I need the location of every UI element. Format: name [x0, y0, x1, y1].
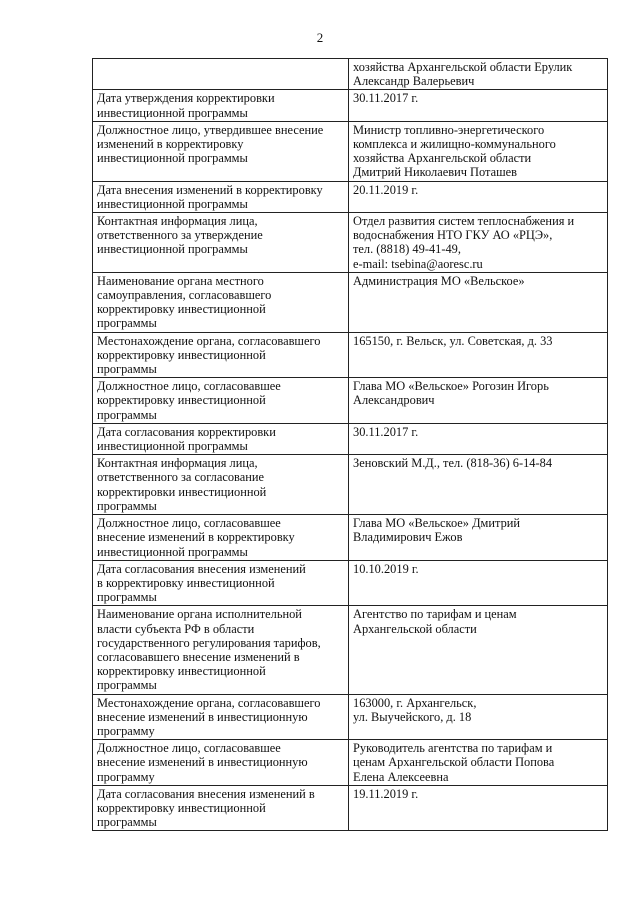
cell-text-line: Контактная информация лица,	[97, 456, 258, 471]
cell-text-line: в корректировку инвестиционной	[97, 575, 275, 590]
row-value-cell	[349, 423, 608, 454]
row-value-cell	[349, 213, 608, 273]
cell-text-line: Александр Валерьевич	[353, 74, 475, 89]
cell-text-line: Дата внесения изменений в корректировку	[97, 182, 323, 197]
row-value-cell	[349, 694, 608, 740]
cell-text-line: хозяйства Архангельской области Ерулик	[353, 60, 573, 74]
row-label-cell	[93, 272, 349, 332]
table-row	[93, 181, 608, 212]
row-value-cell	[349, 515, 608, 561]
cell-text-line: 19.11.2019 г.	[353, 786, 419, 801]
cell-text-line: Администрация МО «Вельское»	[353, 273, 525, 288]
row-label-cell	[93, 560, 349, 606]
cell-text-line: Архангельской области	[353, 621, 477, 636]
cell-text-line: Отдел развития систем теплоснабжения и	[353, 214, 575, 229]
cell-text-line: инвестиционной программы	[97, 544, 248, 559]
cell-text-line: ул. Выучейского, д. 18	[353, 709, 472, 724]
cell-text-line: Владимирович Ежов	[353, 530, 463, 545]
cell-text-line: самоуправления, согласовавшего	[97, 288, 272, 303]
table-row	[93, 560, 608, 606]
table-row	[93, 455, 608, 515]
cell-text-line: ответственного за утверждение	[97, 228, 263, 243]
cell-text-line: Елена Алексеевна	[353, 769, 449, 784]
cell-text-line: внесение изменений в инвестиционную	[97, 709, 308, 724]
row-value-cell	[349, 560, 608, 606]
cell-text-line: программы	[97, 362, 157, 377]
row-label-cell	[93, 121, 349, 181]
cell-text-line: комплекса и жилищно-коммунального	[353, 137, 556, 152]
cell-text-line: Должностное лицо, согласовавшее	[97, 516, 281, 531]
cell-text-line: государственного регулирования тарифов,	[97, 635, 321, 650]
row-value-cell	[349, 272, 608, 332]
cell-text-line: 20.11.2019 г.	[353, 182, 419, 197]
cell-text-line: Контактная информация лица,	[97, 214, 258, 229]
cell-text-line: Александрович	[353, 393, 435, 408]
page-number: 2	[316, 30, 324, 45]
row-label-cell	[93, 740, 349, 786]
cell-text-line: внесение изменений в корректировку	[97, 530, 295, 545]
cell-text-line: Местонахождение органа, согласовавшего	[97, 695, 321, 710]
row-label-cell	[93, 515, 349, 561]
table-row	[93, 515, 608, 561]
cell-text-line: программы	[97, 590, 157, 605]
row-label-cell	[93, 423, 349, 454]
cell-text-line: Местонахождение органа, согласовавшего	[97, 333, 321, 348]
cell-text-line: инвестиционной программы	[97, 242, 248, 257]
table-row	[93, 121, 608, 181]
cell-text-line: 10.10.2019 г.	[353, 561, 419, 576]
cell-text-line: 30.11.2017 г.	[353, 91, 419, 106]
row-value-cell	[349, 606, 608, 694]
cell-text-line: Агентство по тарифам и ценам	[353, 607, 517, 622]
row-label-cell	[93, 455, 349, 515]
row-value-cell	[349, 59, 608, 90]
table-row	[93, 378, 608, 424]
row-value-cell	[349, 332, 608, 378]
table-row	[93, 606, 608, 694]
row-value-cell	[349, 455, 608, 515]
cell-text-line: ответственного за согласование	[97, 470, 264, 485]
table-body	[93, 59, 608, 831]
cell-text-line: Руководитель агентства по тарифам и	[353, 741, 553, 756]
table-row	[93, 90, 608, 121]
cell-text-line: ценам Архангельской области Попова	[353, 755, 555, 770]
cell-text-line: корректировку инвестиционной	[97, 664, 266, 679]
cell-text-line: корректировку инвестиционной	[97, 302, 266, 317]
cell-text-line: программу	[97, 723, 155, 738]
cell-text-line: Должностное лицо, согласовавшее	[97, 741, 281, 756]
cell-text-line: программы	[97, 815, 157, 830]
cell-text-line: e-mail: tsebina@aoresc.ru	[353, 256, 483, 271]
table-row	[93, 332, 608, 378]
row-label-cell	[93, 694, 349, 740]
row-label-cell	[93, 90, 349, 121]
cell-text-line: Дата согласования внесения изменений в	[97, 786, 315, 801]
cell-text-line: инвестиционной программы	[97, 196, 248, 211]
cell-text-line: Дмитрий Николаевич Поташев	[353, 165, 517, 180]
row-label-cell	[93, 785, 349, 831]
cell-text-line: Зеновский М.Д., тел. (818-36) 6-14-84	[353, 456, 553, 471]
cell-text-line: Дата утверждения корректировки	[97, 91, 275, 106]
cell-text-line: программы	[97, 678, 157, 693]
cell-text-line: инвестиционной программы	[97, 439, 248, 454]
cell-text-line: программы	[97, 407, 157, 422]
table-row	[93, 740, 608, 786]
row-label-cell	[93, 606, 349, 694]
cell-text-line: Дата согласования внесения изменений	[97, 561, 306, 576]
cell-text-line: водоснабжения НТО ГКУ АО «РЦЭ»,	[353, 228, 553, 243]
row-value-cell	[349, 740, 608, 786]
cell-text-line: Наименование органа исполнительной	[97, 607, 302, 622]
cell-text-line: корректировки инвестиционной	[97, 484, 267, 499]
cell-text-line: программы	[97, 498, 157, 513]
cell-text-line: согласовавшего внесение изменений в	[97, 649, 300, 664]
cell-text-line: программы	[97, 316, 157, 331]
cell-text-line: 165150, г. Вельск, ул. Советская, д. 33	[353, 333, 553, 348]
row-label-cell	[93, 213, 349, 273]
row-label-cell	[93, 332, 349, 378]
row-value-cell	[349, 90, 608, 121]
cell-text-line: Наименование органа местного	[97, 273, 264, 288]
row-value-cell	[349, 785, 608, 831]
cell-text-line: Министр топливно-энергетического	[353, 122, 545, 137]
row-value-cell	[349, 121, 608, 181]
table-row	[93, 785, 608, 831]
cell-text-line: корректировку инвестиционной	[97, 347, 266, 362]
cell-text-line: инвестиционной программы	[97, 151, 248, 166]
cell-text-line: Должностное лицо, утвердившее внесение	[97, 122, 324, 137]
cell-text-line: Дата согласования корректировки	[97, 424, 276, 439]
row-label-cell	[93, 378, 349, 424]
cell-text-line: Глава МО «Вельское» Дмитрий	[353, 516, 521, 531]
cell-text-line: 163000, г. Архангельск,	[353, 695, 477, 710]
cell-text-line: хозяйства Архангельской области	[353, 151, 532, 166]
cell-text-line: внесение изменений в инвестиционную	[97, 755, 308, 770]
cell-text-line: корректировку инвестиционной	[97, 800, 266, 815]
cell-text-line: 30.11.2017 г.	[353, 424, 419, 439]
table-row	[93, 213, 608, 273]
row-label-cell	[93, 59, 349, 90]
row-value-cell	[349, 181, 608, 212]
row-label-cell	[93, 181, 349, 212]
table-row	[93, 694, 608, 740]
table-row	[93, 272, 608, 332]
cell-text-line: инвестиционной программы	[97, 105, 248, 120]
investment-program-info-table	[92, 58, 608, 831]
cell-text-line: программу	[97, 769, 155, 784]
cell-text-line: Должностное лицо, согласовавшее	[97, 379, 281, 394]
table-row	[93, 59, 608, 90]
cell-text-line: Глава МО «Вельское» Рогозин Игорь	[353, 379, 549, 394]
cell-text-line: изменений в корректировку	[97, 137, 244, 152]
cell-text-line: тел. (8818) 49-41-49,	[353, 242, 461, 257]
row-value-cell	[349, 378, 608, 424]
table-row	[93, 423, 608, 454]
cell-text-line: власти субъекта РФ в области	[97, 621, 255, 636]
cell-text-line: корректировку инвестиционной	[97, 393, 266, 408]
